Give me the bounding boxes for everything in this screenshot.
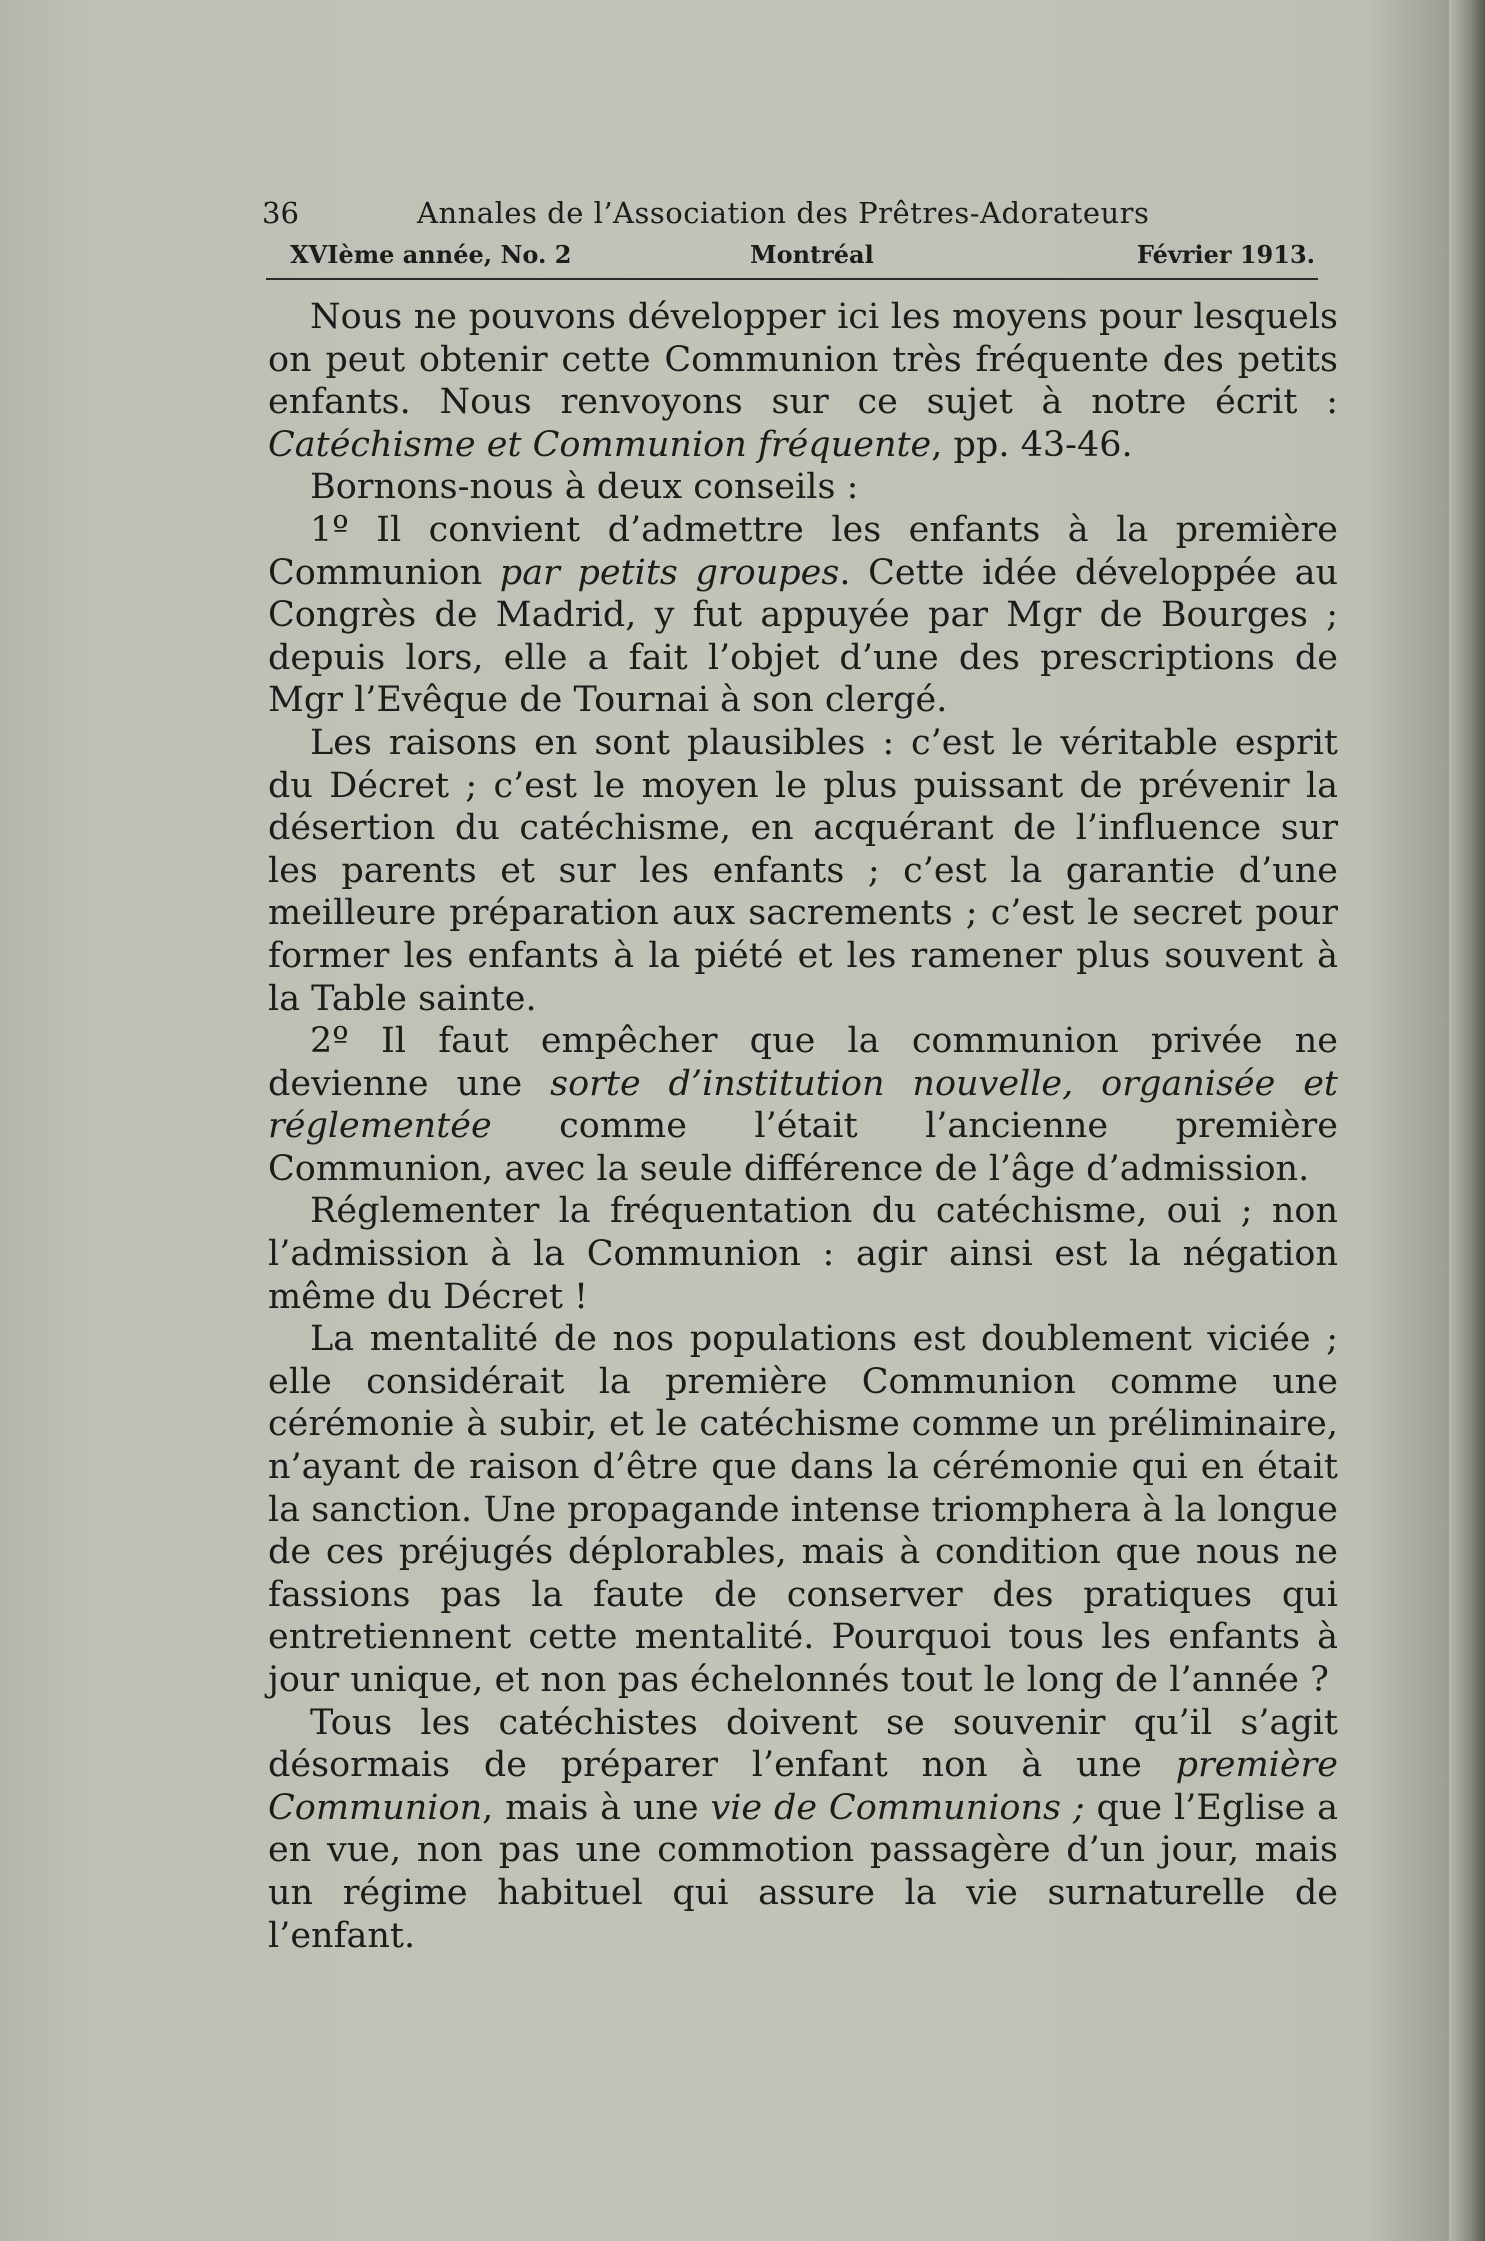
paragraph-6-text: Réglementer la fréquentation du catéchisme, oui ; non l’admission à la Communion : agir ainsi est la négation même du Décret ! bbox=[268, 1191, 1338, 1317]
issue-year-number: XVIème année, No. 2 bbox=[290, 240, 572, 269]
paragraph-7-text: La mentalité de nos populations est doublement viciée ; elle considérait la première Communion comme une cérémonie à subir, et le catéchisme comme un préliminaire, n’ayant de raison d’être que dans la cérémonie qui en était la sanction. Une propagande intense triomphera à la longue de ces préjugés déplorables, mais à condition que nous ne fassions pas la faute de conserver des pratiques qui entretiennent cette mentalité. Pourquoi tous les enfants à jour unique, et non pas échelonnés tout le long de l’année ? bbox=[268, 1319, 1338, 1700]
page-number: 36 bbox=[262, 196, 299, 230]
running-head bbox=[262, 196, 1317, 230]
paragraph-8-text-c: que l’Eglise a en vue, non pas une commotion passagère d’un jour, mais un régime habituel qui assure la vie surnaturelle de l’enfant. bbox=[268, 1787, 1338, 1956]
paragraph-6 bbox=[268, 1190, 1338, 1318]
paragraph-3 bbox=[268, 509, 1338, 722]
paragraph-5-text-b: comme l’était l’ancienne première Communion, avec la seule différence de l’âge d’admission. bbox=[268, 1106, 1338, 1189]
article-body bbox=[268, 296, 1338, 1957]
paragraph-5-emphasis: sorte d’institution nouvelle, organisée et réglementée bbox=[268, 1063, 1338, 1147]
paragraph-3-text-b: . Cette idée développée au Congrès de Madrid, y fut appuyée par Mgr de Bourges ; depuis lors, elle a fait l’objet d’une des prescriptions de Mgr l’Evêque de Tournai à son clergé. bbox=[268, 552, 1339, 721]
paragraph-1 bbox=[268, 296, 1338, 466]
paragraph-8-text-b: , mais à une bbox=[482, 1787, 711, 1828]
issue-line bbox=[290, 240, 1315, 270]
paragraph-3-text-a: 1º Il convient d’admettre les enfants à la première Communion bbox=[268, 509, 1338, 593]
paragraph-1-text-b: , pp. 43-46. bbox=[931, 424, 1133, 465]
paragraph-2-text: Bornons-nous à deux conseils : bbox=[310, 467, 859, 508]
paragraph-8-emphasis-a: première Communion bbox=[268, 1745, 1338, 1828]
paragraph-5-text-a: 2º Il faut empêcher que la communion privée ne devienne une bbox=[268, 1021, 1338, 1104]
paragraph-4-text: Les raisons en sont plausibles : c’est le véritable esprit du Décret ; c’est le moyen le plus puissant de prévenir la désertion du catéchisme, en acquérant de l’influence sur les parents et sur les enfants ; c’est la garantie d’une meilleure préparation aux sacrements ; c’est le secret pour former les enfants à la piété et les ramener plus souvent à la Table sainte. bbox=[268, 722, 1338, 1019]
issue-place: Montréal bbox=[750, 240, 874, 269]
paragraph-1-book-title: Catéchisme et Communion fréquente bbox=[268, 424, 932, 465]
paragraph-7 bbox=[268, 1318, 1338, 1701]
header-rule bbox=[266, 278, 1318, 280]
paragraph-5 bbox=[268, 1020, 1338, 1190]
paragraph-1-text-a: Nous ne pouvons développer ici les moyens pour lesquels on peut obtenir cette Communion très fréquente des petits enfants. Nous renvoyons sur ce sujet à notre écrit : bbox=[268, 297, 1338, 423]
journal-title: Annales de l’Association des Prêtres-Adorateurs bbox=[417, 196, 1150, 230]
binding-edge bbox=[1449, 0, 1485, 2241]
paragraph-2 bbox=[268, 466, 1338, 509]
paragraph-3-emphasis: par petits groupes bbox=[499, 552, 840, 593]
paragraph-8-emphasis-b: vie de Communions ; bbox=[710, 1787, 1085, 1828]
issue-date: Février 1913. bbox=[1136, 240, 1315, 269]
paragraph-8 bbox=[268, 1702, 1338, 1958]
paragraph-4 bbox=[268, 722, 1338, 1020]
paragraph-8-text-a: Tous les catéchistes doivent se souvenir qu’il s’agit désormais de préparer l’enfant non à une bbox=[268, 1702, 1338, 1786]
